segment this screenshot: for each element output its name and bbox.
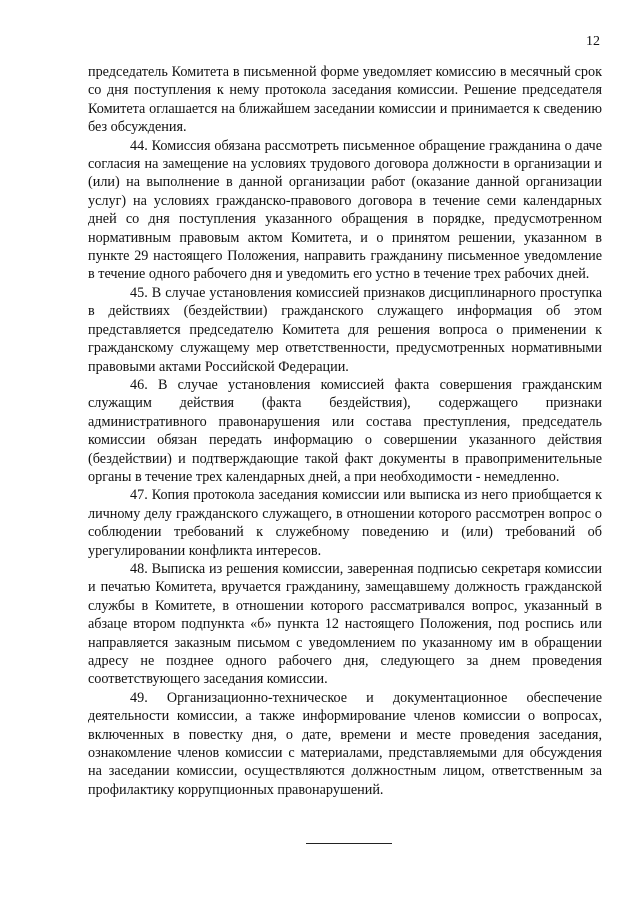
document-body [88,63,602,799]
end-divider [306,843,392,844]
paragraph-46: 46. В случае установления комиссией факта совершения гражданским служащим действия (факта бездействия), содержащего признаки административного правонарушения или состава преступления, председатель комиссии обязан передать информацию о совершении указанного действия (бездействии) и подтверждающие такой факт документы в правоприменительные органы в течение трех календарных дней, а при необходимости - немедленно. [88,376,602,485]
page-number: 12 [586,34,600,49]
paragraph-44: 44. Комиссия обязана рассмотреть письменное обращение гражданина о даче согласия на замещение на условиях трудового договора должности в организации и (или) на выполнение в данной организации работ (оказание данной организации услуг) на условиях гражданско-правового договора в течение семи календарных дней со дня поступления указанного обращения в порядке, предусмотренном нормативным правовым актом Комитета, и о принятом решении, указанном в пункте 29 настоящего Положения, направить гражданину письменное уведомление в течение одного рабочего дня и уведомить его устно в течение трех рабочих дней. [88,137,602,283]
paragraph-48: 48. Выписка из решения комиссии, заверенная подписью секретаря комиссии и печатью Комитета, вручается гражданину, замещавшему должность гражданской службы в Комитете, в отношении которого рассматривался вопрос, указанный в абзаце втором подпункта «б» пункта 12 настоящего Положения, под роспись или направляется заказным письмом с уведомлением по указанному им в обращении адресу не позднее одного рабочего дня, следующего за днем проведения соответствующего заседания комиссии. [88,560,602,688]
paragraph-45: 45. В случае установления комиссией признаков дисциплинарного проступка в действиях (бездействии) гражданского служащего информация об этом представляется председателю Комитета для решения вопроса о применении к гражданскому служащему мер ответственности, предусмотренных нормативными правовыми актами Российской Федерации. [88,284,602,375]
paragraph-continuation: председатель Комитета в письменной форме уведомляет комиссию в месячный срок со дня поступления к нему протокола заседания комиссии. Решение председателя Комитета оглашается на ближайшем заседании комиссии и принимается к сведению без обсуждения. [88,64,602,136]
paragraph-49: 49. Организационно-техническое и документационное обеспечение деятельности комиссии, а также информирование членов комиссии о вопросах, включенных в повестку дня, о дате, времени и месте проведения заседания, ознакомление членов комиссии с материалами, представляемыми для обсуждения на заседании комиссии, осуществляются должностным лицом, ответственным за профилактику коррупционных правонарушений. [88,689,602,798]
paragraph-47: 47. Копия протокола заседания комиссии или выписка из него приобщается к личному делу гражданского служащего, в отношении которого рассмотрен вопрос о соблюдении требований к служебному поведению и (или) требований об урегулировании конфликта интересов. [88,487,602,559]
